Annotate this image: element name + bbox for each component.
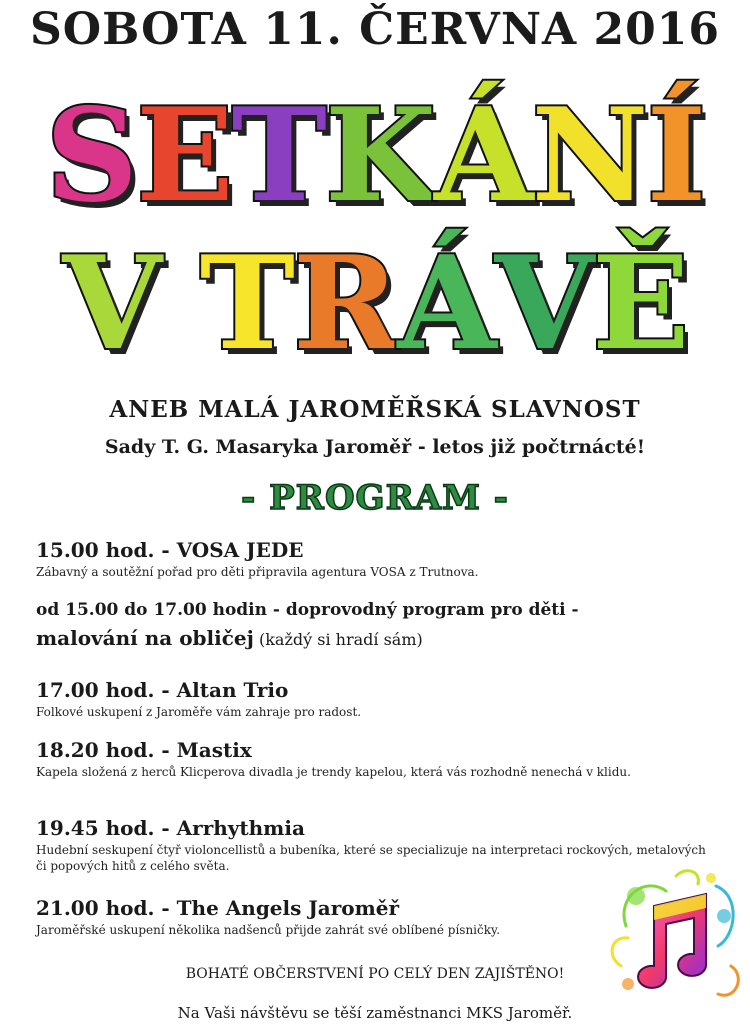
title-letter: R: [293, 229, 398, 379]
event-heading: 18.20 hod. - Mastix: [36, 738, 252, 762]
event-item: [36, 896, 616, 938]
title-letter: T: [231, 81, 325, 231]
event-description: Jaroměřské uskupení několika nadšenců přijde zahrát své oblíbené písničky.: [36, 923, 501, 937]
event-item: [36, 678, 716, 720]
program-heading: [0, 478, 750, 518]
event-date: SOBOTA 11. ČERVNA 2016: [30, 4, 720, 55]
title-letter: S: [45, 81, 137, 231]
title-letter: E: [136, 81, 232, 231]
title-letter: T: [199, 229, 293, 379]
event-highlight: malování na obličej: [36, 626, 254, 650]
event-item: [36, 738, 676, 780]
event-heading: 15.00 hod. - VOSA JEDE: [36, 538, 304, 562]
title-letter: N: [531, 81, 647, 231]
event-heading: 17.00 hod. - Altan Trio: [36, 678, 289, 702]
event-description: Folkové uskupení z Jaroměře vám zahraje pro radost.: [36, 705, 362, 719]
music-note-icon: [606, 866, 746, 1016]
event-item: [36, 538, 716, 580]
event-item: [36, 598, 716, 650]
event-description: Zábavný a soutěžní pořad pro děti připravila agentura VOSA z Trutnova.: [36, 565, 479, 579]
title-letter: Ě: [592, 229, 688, 379]
title-letter: Á: [434, 81, 532, 231]
title-line-2: [0, 229, 750, 379]
title-line-1: [0, 81, 750, 231]
event-heading: 21.00 hod. - The Angels Jaroměř: [36, 896, 400, 920]
venue-line: Sady T. G. Masaryka Jaroměř - letos již počtrnácté!: [104, 436, 646, 458]
title-letter: K: [324, 81, 435, 231]
event-note: (každý si hradí sám): [258, 630, 423, 649]
event-heading: 19.45 hod. - Arrhythmia: [36, 816, 305, 840]
title-letter: V: [494, 229, 592, 379]
event-description: Hudební seskupení čtyř violoncellistů a bubeníka, které se specializuje na interpretaci rockových, metalových či popových hitů z celého světa.: [36, 843, 706, 873]
title-letter: Á: [397, 229, 495, 379]
invitation-note: Na Vaši návštěvu se těší zaměstnanci MKS Jaroměř.: [177, 1004, 573, 1022]
title-letter: V: [62, 229, 160, 379]
refreshment-note: BOHATÉ OBČERSTVENÍ PO CELÝ DEN ZAJIŠTĚNO!: [185, 966, 565, 982]
title-letter: Í: [646, 81, 705, 231]
subtitle: ANEB MALÁ JAROMĚŘSKÁ SLAVNOST: [109, 396, 641, 423]
event-description: Kapela složená z herců Klicperova divadla je trendy kapelou, která vás rozhodně nenechá v klidu.: [36, 765, 631, 779]
event-heading: od 15.00 do 17.00 hodin - doprovodný program pro děti -: [36, 600, 579, 620]
program-label: - PROGRAM -: [241, 478, 509, 518]
